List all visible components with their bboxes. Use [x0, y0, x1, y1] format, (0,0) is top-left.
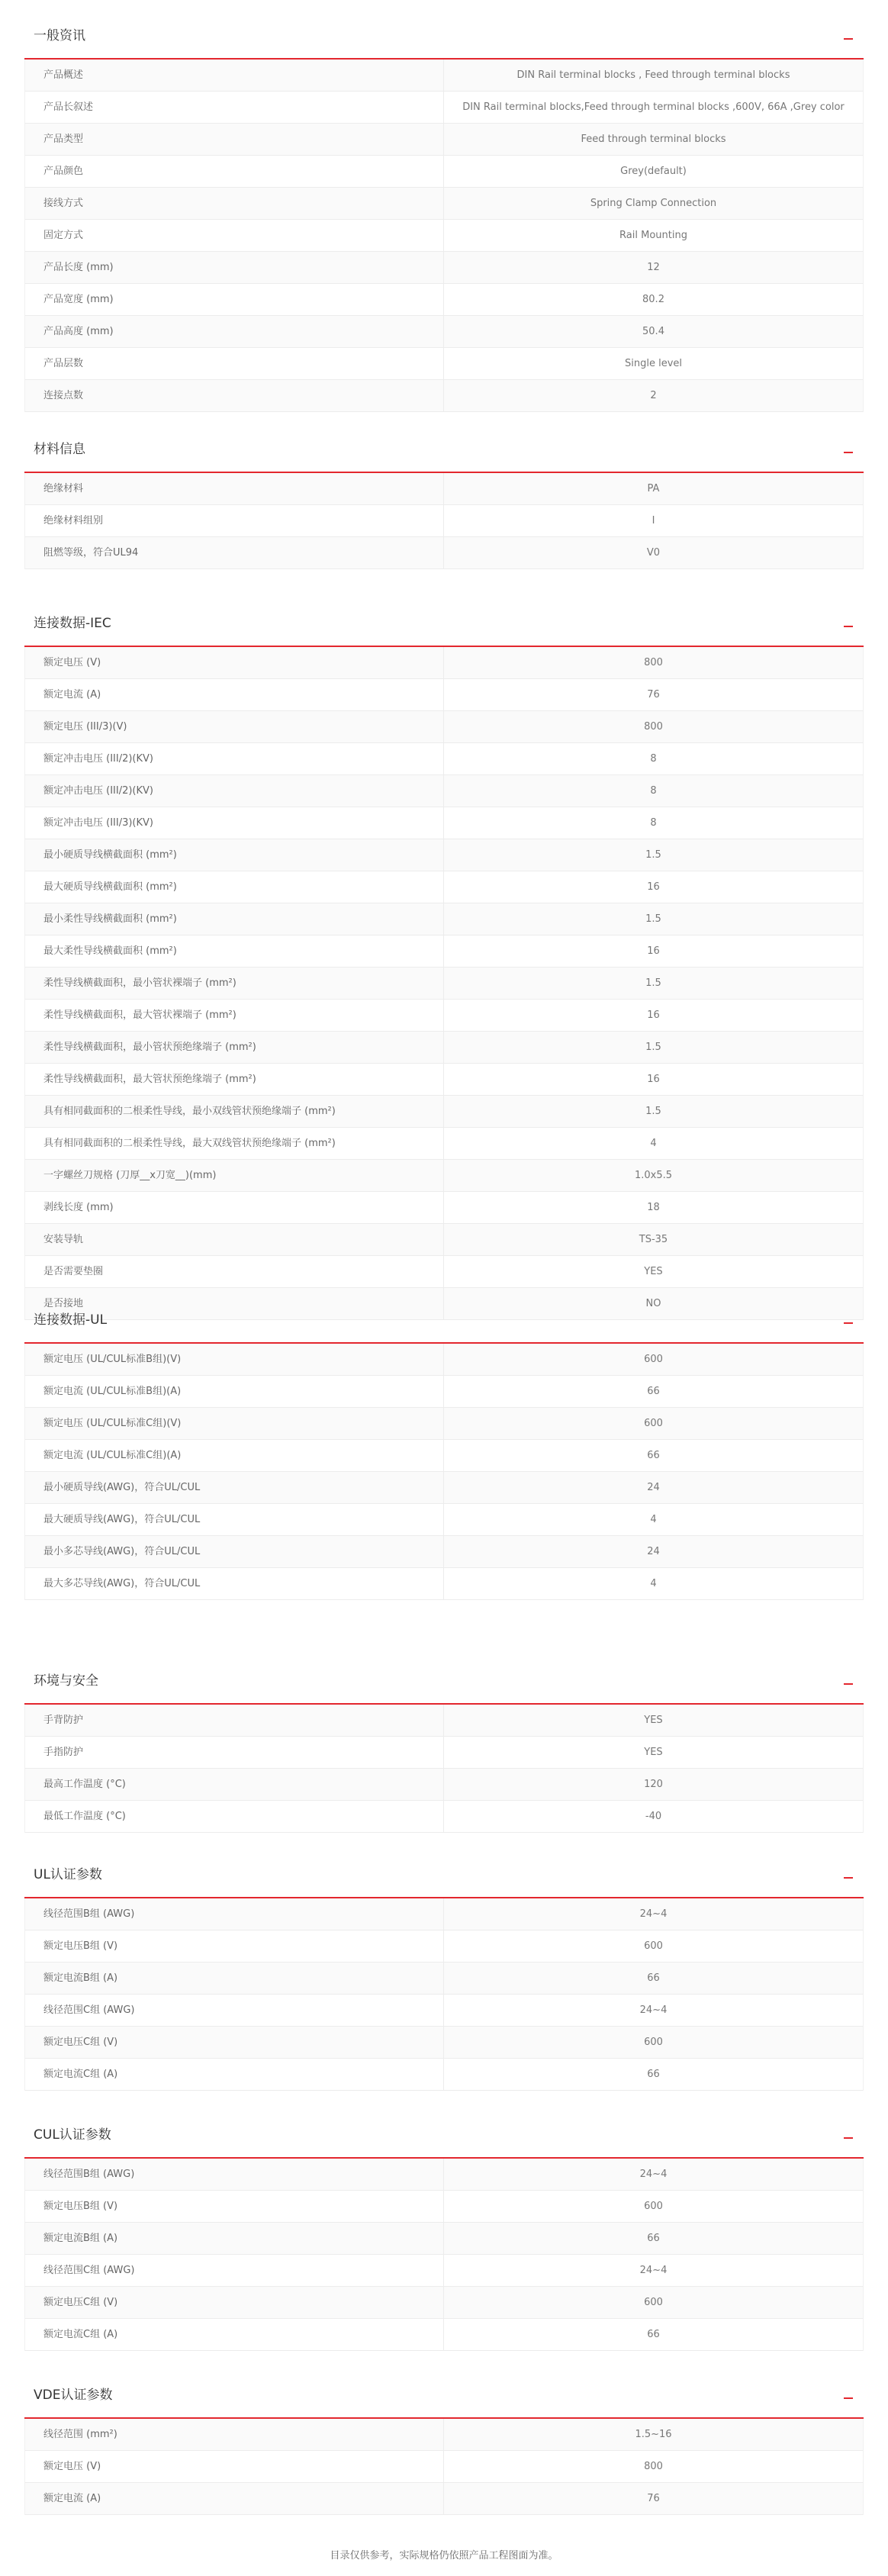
table-row — [25, 316, 863, 348]
spec-value: 24~4 — [639, 2169, 668, 2180]
spec-value: 1.5 — [645, 1042, 661, 1053]
spec-table — [24, 60, 864, 412]
spec-label: 是否接地 — [25, 1288, 444, 1319]
spec-label: 额定冲击电压 (III/2)(KV) — [25, 775, 444, 807]
spec-label: 额定电流 (A) — [25, 2483, 444, 2514]
spec-label: 额定电流 (A) — [25, 679, 444, 710]
spec-value: 66 — [647, 1450, 660, 1461]
section-header — [24, 11, 864, 60]
spec-label: 柔性导线横截面积，最小管状预绝缘端子 (mm²) — [25, 1032, 444, 1063]
spec-value: 24~4 — [639, 1908, 668, 1920]
spec-value: 66 — [647, 1386, 660, 1397]
table-row — [25, 1440, 863, 1472]
spec-section — [24, 1656, 864, 1833]
spec-value: TS-35 — [639, 1234, 668, 1245]
spec-table — [24, 1344, 864, 1600]
table-row — [25, 473, 863, 505]
spec-label: 额定电压B组 (V) — [25, 1930, 444, 1962]
spec-label: 线径范围C组 (AWG) — [25, 2255, 444, 2286]
spec-value: 66 — [647, 2329, 660, 2340]
spec-value: 600 — [644, 1940, 663, 1952]
spec-value: 8 — [650, 785, 657, 797]
spec-value: PA — [647, 483, 660, 494]
spec-value: 66 — [647, 2233, 660, 2244]
spec-value: 1.5 — [645, 913, 661, 925]
spec-label: 具有相同截面积的二根柔性导线，最小双线管状预绝缘端子 (mm²) — [25, 1096, 444, 1127]
spec-table — [24, 473, 864, 569]
spec-value: YES — [644, 1747, 663, 1758]
spec-value: 24 — [647, 1546, 660, 1557]
table-row — [25, 284, 863, 316]
spec-value: 76 — [647, 689, 660, 700]
table-row — [25, 903, 863, 935]
table-row — [25, 2059, 863, 2091]
spec-table — [24, 1705, 864, 1833]
spec-value: 800 — [644, 721, 663, 733]
spec-value: 16 — [647, 1074, 660, 1085]
table-row — [25, 380, 863, 412]
section-header — [24, 598, 864, 647]
spec-label: 额定电压 (UL/CUL标准C组)(V) — [25, 1408, 444, 1439]
table-row — [25, 1032, 863, 1064]
spec-label: 最小多芯导线(AWG)，符合UL/CUL — [25, 1536, 444, 1567]
section-header — [24, 1656, 864, 1705]
table-row — [25, 1000, 863, 1032]
spec-value: 66 — [647, 1972, 660, 1984]
spec-value: YES — [644, 1715, 663, 1726]
table-row — [25, 679, 863, 711]
spec-value: 600 — [644, 1418, 663, 1429]
spec-value: 600 — [644, 1354, 663, 1365]
collapse-icon[interactable] — [841, 1310, 856, 1327]
collapse-icon[interactable] — [841, 2125, 856, 2142]
spec-label: 手背防护 — [25, 1705, 444, 1736]
section-title: CUL认证参数 — [34, 2127, 111, 2143]
section-header — [24, 1295, 864, 1344]
table-row — [25, 1472, 863, 1504]
spec-label: 产品类型 — [25, 124, 444, 155]
spec-label: 产品概述 — [25, 60, 444, 91]
table-row — [25, 1192, 863, 1224]
spec-label: 最大多芯导线(AWG)，符合UL/CUL — [25, 1568, 444, 1599]
spec-value: 1.5~16 — [635, 2429, 672, 2440]
spec-label: 产品长叙述 — [25, 92, 444, 123]
spec-label: 最小柔性导线横截面积 (mm²) — [25, 903, 444, 935]
spec-label: 额定电流C组 (A) — [25, 2059, 444, 2090]
table-row — [25, 220, 863, 252]
spec-label: 最低工作温度 (°C) — [25, 1801, 444, 1832]
spec-label: 柔性导线横截面积，最大管状裸端子 (mm²) — [25, 1000, 444, 1031]
spec-value: 50.4 — [642, 326, 664, 337]
table-row — [25, 1963, 863, 1995]
spec-label: 额定冲击电压 (III/3)(KV) — [25, 807, 444, 839]
spec-label: 线径范围C组 (AWG) — [25, 1995, 444, 2026]
table-row — [25, 1705, 863, 1737]
spec-table — [24, 1898, 864, 2091]
spec-value: 4 — [650, 1138, 657, 1149]
table-row — [25, 839, 863, 871]
spec-label: 线径范围B组 (AWG) — [25, 1898, 444, 1930]
spec-label: 阻燃等级，符合UL94 — [25, 537, 444, 568]
footnote: 目录仅供参考，实际规格仍依照产品工程图面为准。 — [330, 2550, 558, 2562]
spec-value: 1.5 — [645, 1106, 661, 1117]
table-row — [25, 968, 863, 1000]
spec-value: 600 — [644, 2297, 663, 2308]
spec-label: 安装导轨 — [25, 1224, 444, 1255]
section-title: 连接数据-IEC — [34, 616, 111, 631]
table-row — [25, 775, 863, 807]
spec-label: 产品宽度 (mm) — [25, 284, 444, 315]
section-title: 材料信息 — [34, 442, 85, 457]
spec-label: 最大柔性导线横截面积 (mm²) — [25, 935, 444, 967]
spec-label: 额定电流C组 (A) — [25, 2319, 444, 2350]
table-row — [25, 1568, 863, 1600]
table-row — [25, 1128, 863, 1160]
spec-value: DIN Rail terminal blocks , Feed through terminal blocks — [516, 69, 790, 81]
collapse-icon[interactable] — [841, 26, 856, 43]
spec-value: 2 — [650, 390, 657, 401]
spec-section — [24, 1295, 864, 1600]
spec-label: 柔性导线横截面积，最大管状预绝缘端子 (mm²) — [25, 1064, 444, 1095]
spec-value: 24 — [647, 1482, 660, 1493]
table-row — [25, 1737, 863, 1769]
spec-value: YES — [644, 1266, 663, 1277]
spec-value: 1.0x5.5 — [634, 1170, 673, 1181]
spec-value: DIN Rail terminal blocks,Feed through terminal blocks ,600V, 66A ,Grey color — [462, 101, 845, 113]
spec-label: 剥线长度 (mm) — [25, 1192, 444, 1223]
table-row — [25, 1256, 863, 1288]
table-row — [25, 188, 863, 220]
spec-label: 额定电流 (UL/CUL标准C组)(A) — [25, 1440, 444, 1471]
spec-value: 600 — [644, 2201, 663, 2212]
spec-label: 额定电压B组 (V) — [25, 2191, 444, 2222]
collapse-icon[interactable] — [841, 440, 856, 456]
table-row — [25, 348, 863, 380]
spec-value: Feed through terminal blocks — [581, 134, 726, 145]
table-row — [25, 1930, 863, 1963]
spec-value: 66 — [647, 2069, 660, 2080]
spec-value: 12 — [647, 262, 660, 273]
spec-label: 额定电压C组 (V) — [25, 2287, 444, 2318]
spec-value: Spring Clamp Connection — [590, 198, 717, 209]
table-row — [25, 2287, 863, 2319]
section-header — [24, 1850, 864, 1898]
spec-value: Grey(default) — [620, 166, 687, 177]
table-row — [25, 743, 863, 775]
table-row — [25, 537, 863, 569]
spec-label: 柔性导线横截面积，最小管状裸端子 (mm²) — [25, 968, 444, 999]
table-row — [25, 156, 863, 188]
table-row — [25, 1344, 863, 1376]
table-row — [25, 1376, 863, 1408]
table-row — [25, 2191, 863, 2223]
spec-value: V0 — [646, 547, 661, 559]
table-row — [25, 505, 863, 537]
spec-value: -40 — [645, 1811, 662, 1822]
spec-label: 一字螺丝刀规格 (刀厚__x刀宽__)(mm) — [25, 1160, 444, 1191]
spec-table — [24, 647, 864, 1320]
section-header — [24, 424, 864, 473]
spec-section — [24, 2370, 864, 2515]
spec-value: 80.2 — [642, 294, 664, 305]
table-row — [25, 2159, 863, 2191]
spec-value: I — [652, 515, 655, 526]
table-row — [25, 647, 863, 679]
spec-label: 线径范围 (mm²) — [25, 2419, 444, 2450]
section-title: VDE认证参数 — [34, 2388, 113, 2403]
table-row — [25, 2223, 863, 2255]
table-row — [25, 252, 863, 284]
spec-value: 8 — [650, 817, 657, 829]
table-row — [25, 2027, 863, 2059]
collapse-icon[interactable] — [841, 1865, 856, 1882]
table-row — [25, 124, 863, 156]
spec-label: 是否需要垫圈 — [25, 1256, 444, 1287]
spec-value: 600 — [644, 2037, 663, 2048]
spec-value: 76 — [647, 2493, 660, 2504]
collapse-icon[interactable] — [841, 613, 856, 630]
spec-label: 产品层数 — [25, 348, 444, 379]
section-header — [24, 2370, 864, 2419]
table-row — [25, 1769, 863, 1801]
table-row — [25, 1536, 863, 1568]
table-row — [25, 1995, 863, 2027]
spec-value: 16 — [647, 945, 660, 957]
spec-table — [24, 2419, 864, 2515]
spec-label: 固定方式 — [25, 220, 444, 251]
table-row — [25, 871, 863, 903]
table-row — [25, 935, 863, 968]
spec-value: 4 — [650, 1514, 657, 1525]
spec-label: 最大硬质导线(AWG)，符合UL/CUL — [25, 1504, 444, 1535]
spec-label: 额定冲击电压 (III/2)(KV) — [25, 743, 444, 774]
spec-label: 线径范围B组 (AWG) — [25, 2159, 444, 2190]
spec-section — [24, 1850, 864, 2091]
section-title: UL认证参数 — [34, 1867, 102, 1882]
table-row — [25, 1504, 863, 1536]
spec-table — [24, 2159, 864, 2351]
table-row — [25, 807, 863, 839]
spec-label: 具有相同截面积的二根柔性导线，最大双线管状预绝缘端子 (mm²) — [25, 1128, 444, 1159]
spec-label: 最大硬质导线横截面积 (mm²) — [25, 871, 444, 903]
section-header — [24, 2110, 864, 2159]
spec-label: 额定电压 (V) — [25, 647, 444, 678]
table-row — [25, 2319, 863, 2351]
spec-value: 4 — [650, 1578, 657, 1589]
spec-section — [24, 424, 864, 569]
spec-label: 最小硬质导线横截面积 (mm²) — [25, 839, 444, 871]
spec-label: 产品颜色 — [25, 156, 444, 187]
spec-label: 绝缘材料 — [25, 473, 444, 504]
spec-label: 最小硬质导线(AWG)，符合UL/CUL — [25, 1472, 444, 1503]
spec-value: 1.5 — [645, 977, 661, 989]
collapse-icon[interactable] — [841, 1671, 856, 1688]
spec-value: Rail Mounting — [619, 230, 687, 241]
table-row — [25, 92, 863, 124]
spec-label: 额定电压 (V) — [25, 2451, 444, 2482]
spec-value: 16 — [647, 1009, 660, 1021]
spec-value: 24~4 — [639, 2004, 668, 2016]
spec-label: 产品高度 (mm) — [25, 316, 444, 347]
spec-value: NO — [645, 1298, 661, 1309]
spec-label: 额定电流B组 (A) — [25, 2223, 444, 2254]
spec-value: 800 — [644, 2461, 663, 2472]
section-title: 连接数据-UL — [34, 1312, 108, 1328]
spec-value: 800 — [644, 657, 663, 668]
table-row — [25, 711, 863, 743]
table-row — [25, 1801, 863, 1833]
spec-label: 额定电流B组 (A) — [25, 1963, 444, 1994]
table-row — [25, 60, 863, 92]
table-row — [25, 1408, 863, 1440]
table-row — [25, 1224, 863, 1256]
spec-label: 绝缘材料组别 — [25, 505, 444, 536]
table-row — [25, 1064, 863, 1096]
table-row — [25, 1898, 863, 1930]
section-title: 环境与安全 — [34, 1673, 98, 1689]
table-row — [25, 1096, 863, 1128]
spec-label: 额定电压 (UL/CUL标准B组)(V) — [25, 1344, 444, 1375]
spec-label: 额定电压 (III/3)(V) — [25, 711, 444, 742]
table-row — [25, 2255, 863, 2287]
spec-section — [24, 2110, 864, 2351]
table-row — [25, 2451, 863, 2483]
spec-value: 1.5 — [645, 849, 661, 861]
spec-label: 最高工作温度 (°C) — [25, 1769, 444, 1800]
spec-label: 连接点数 — [25, 380, 444, 411]
spec-label: 接线方式 — [25, 188, 444, 219]
table-row — [25, 1160, 863, 1192]
spec-value: Single level — [624, 358, 682, 369]
spec-value: 18 — [647, 1202, 660, 1213]
section-title: 一般资讯 — [34, 28, 85, 43]
spec-label: 产品长度 (mm) — [25, 252, 444, 283]
spec-section — [24, 11, 864, 412]
spec-value: 16 — [647, 881, 660, 893]
spec-label: 手指防护 — [25, 1737, 444, 1768]
spec-value: 8 — [650, 753, 657, 765]
spec-section — [24, 598, 864, 1320]
spec-label: 额定电流 (UL/CUL标准B组)(A) — [25, 1376, 444, 1407]
spec-value: 120 — [644, 1779, 663, 1790]
spec-label: 额定电压C组 (V) — [25, 2027, 444, 2058]
collapse-icon[interactable] — [841, 2385, 856, 2402]
table-row — [25, 2483, 863, 2515]
spec-value: 24~4 — [639, 2265, 668, 2276]
table-row — [25, 2419, 863, 2451]
